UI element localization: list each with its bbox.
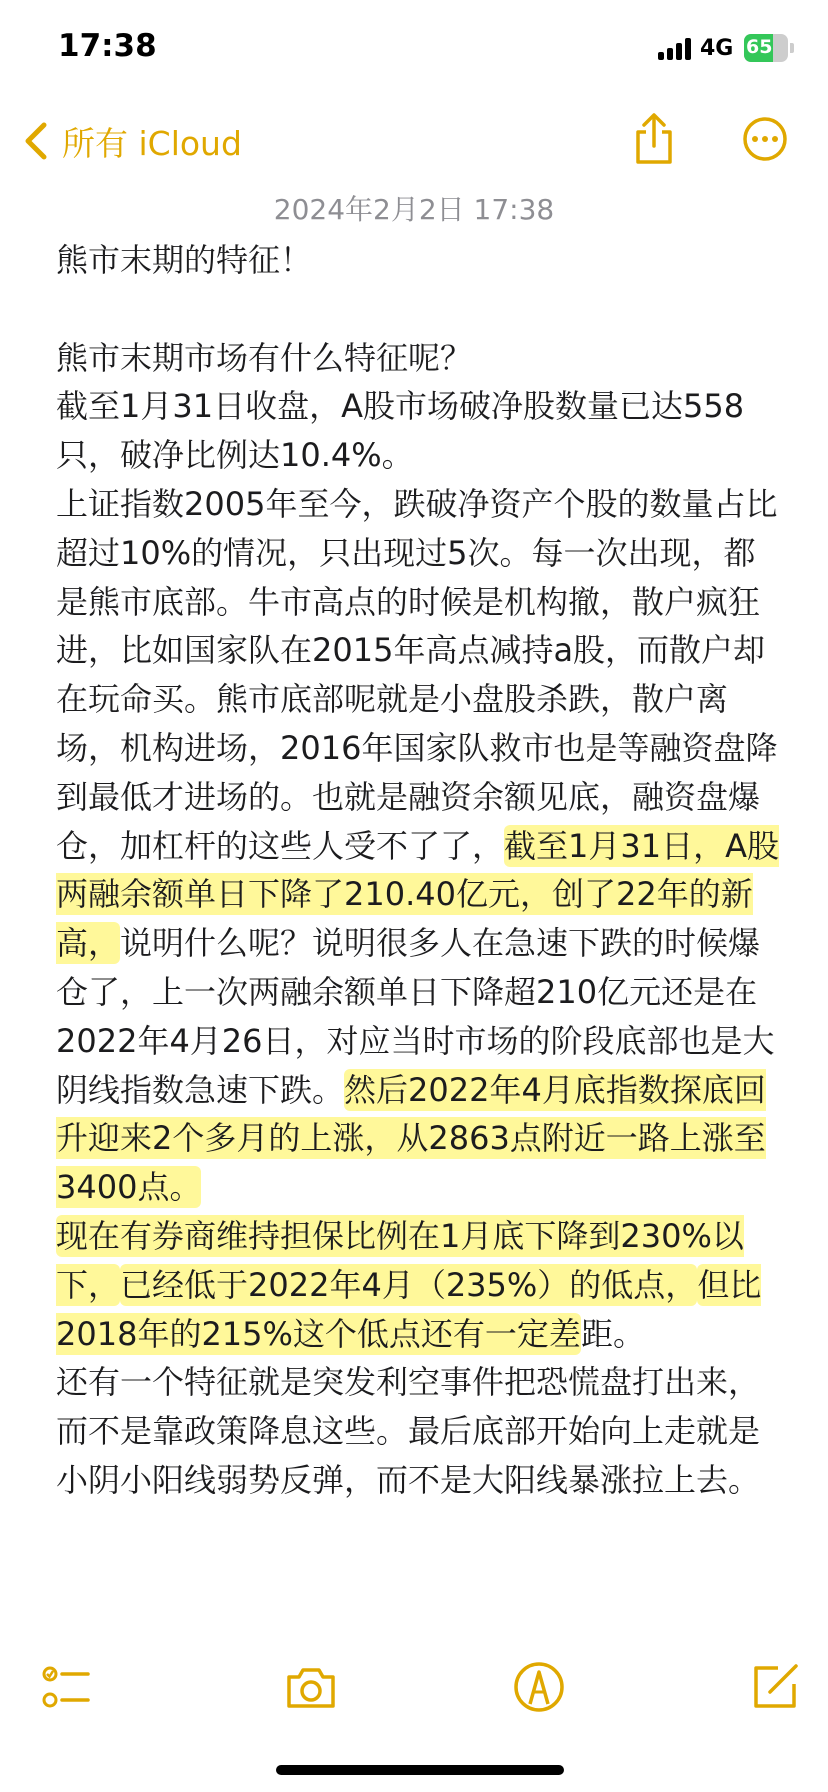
compose-icon (748, 1660, 802, 1714)
more-icon (742, 116, 788, 162)
highlighted-text: 然后2022年4月底指数探底回升迎来2个多月的上涨，从2863点附近一路上涨至3400点。 (56, 1070, 766, 1207)
text-run: 上证指数2005年至今，跌破净资产个股的数量占比超过10%的情况，只出现过5次。每一次出现，都是熊市底部。牛市高点的时候是机构撤，散户疯狂进，比如国家队在2015年高点减持a股，而散户却在玩命买。熊市底部呢就是小盘股杀跌，散户离场，机构进场，2016年国家队救市也是等融资盘降到最低才进场的。也就是融资余额见底，融资盘爆仓，加杠杆的这些人受不了了， (56, 484, 778, 865)
share-button[interactable] (632, 112, 676, 166)
camera-button[interactable] (284, 1660, 338, 1714)
note-paragraph (56, 480, 786, 1212)
note-body[interactable] (56, 236, 786, 1505)
note-paragraph: 还有一个特征就是突发利空事件把恐慌盘打出来，而不是靠政策降息这些。最后底部开始向上走就是小阴小阳线弱势反弹，而不是大阳线暴涨拉上去。 (56, 1363, 761, 1499)
note-paragraph: 熊市末期市场有什么特征呢？ (56, 338, 473, 377)
nav-bar (0, 100, 828, 180)
checklist-button[interactable] (40, 1660, 94, 1714)
bottom-toolbar (0, 1642, 828, 1722)
network-type: 4G (700, 36, 734, 61)
markup-button[interactable] (512, 1660, 566, 1714)
back-label: 所有 iCloud (62, 123, 242, 163)
battery-icon (744, 34, 794, 62)
markup-icon (512, 1660, 566, 1714)
blank-line (56, 285, 786, 334)
highlighted-text: 但比2018年的215%这个低点还有一定差 (56, 1265, 762, 1353)
chevron-left-icon (22, 121, 48, 161)
highlighted-text: 截至1月31日，A股两融余额单日下降了210.40亿元，创了22年的新高， (56, 826, 779, 963)
camera-icon (284, 1660, 338, 1714)
text-run: 说明什么呢？说明很多人在急速下跌的时候爆仓了，上一次两融余额单日下降超210亿元还是在2022年4月26日，对应当时市场的阶段底部也是大阴线指数急速下跌。 (56, 924, 775, 1109)
back-button[interactable] (22, 118, 242, 164)
note-paragraph (56, 1212, 786, 1358)
status-time: 17:38 (58, 28, 157, 64)
highlighted-text: 已经低于2022年4月（235%）的低点， (120, 1265, 698, 1304)
note-title: 熊市末期的特征！ (56, 241, 313, 279)
compose-button[interactable] (748, 1660, 802, 1714)
note-paragraph: 截至1月31日收盘，A股市场破净股数量已达558只，破净比例达10.4%。 (56, 387, 745, 475)
text-run: 距。 (580, 1314, 645, 1353)
home-indicator[interactable] (276, 1765, 564, 1775)
highlighted-text: 现在有券商维持担保比例在1月底下降到230%以下， (56, 1216, 744, 1304)
status-bar (0, 0, 828, 100)
more-button[interactable] (742, 116, 788, 162)
checklist-icon (40, 1660, 94, 1714)
note-date: 2024年2月2日 17:38 (273, 193, 555, 226)
battery-percent: 65 (746, 36, 773, 58)
signal-icon (658, 38, 692, 60)
share-icon (632, 112, 676, 166)
